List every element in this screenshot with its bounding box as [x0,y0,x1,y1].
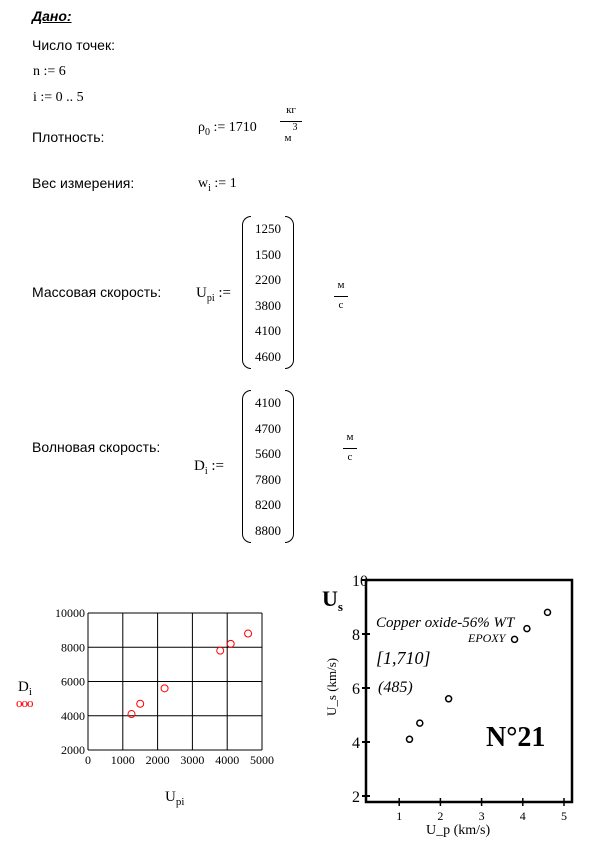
x-tick-label: 5000 [250,753,274,767]
matrix-cell: 2200 [255,272,281,287]
scan-density-note: [1,710] [376,648,431,668]
mass-velocity-label: Массовая скорость: [32,284,162,300]
i-expression: i := 0 .. 5 [33,90,84,105]
y-tick-label: 8000 [61,640,85,655]
matrix-cell: 4100 [255,323,281,338]
scan-y-tick-label: 10 [352,573,368,590]
density-expression [198,120,257,138]
density-assign: := 1710 [213,120,257,135]
matrix-cell: 5600 [255,446,281,461]
y-axis-label: $D_i$ [18,679,32,698]
scan-y-tick-label: 6 [352,681,360,698]
mass-velocity-unit-bar [334,296,348,297]
data-point [161,685,168,692]
weight-label: Вес измерения: [32,175,135,191]
scan-x-tick-label: 4 [519,809,526,823]
heading: Дано: [32,8,72,24]
matrix-cell: 8200 [255,497,281,512]
wave-velocity-unit-denominator: с [347,451,353,463]
x-axis-label-subscript: pi [175,796,185,808]
data-point [137,700,144,707]
data-point [128,711,135,718]
scan-y-tick-label: 8 [352,627,360,644]
matrix-right-bracket [285,216,294,369]
n-expression: n := 6 [33,64,66,79]
y-tick-label: 4000 [61,708,85,723]
matrix-cell: 1250 [255,221,281,236]
scan-y-axis-label: U_s (km/s) [324,657,339,716]
chart-grid [88,613,262,750]
matrix-cell: 3800 [255,297,281,313]
wave-velocity-symbol: D [194,458,205,474]
density-label: Плотность: [32,129,105,145]
x-tick-label: 0 [85,753,91,767]
x-tick-label: 4000 [215,753,240,767]
wave-velocity-matrix [244,390,292,543]
scan-x-tick-label: 5 [561,809,567,823]
matrix-cell: 4600 [255,348,281,364]
weight-symbol: w [198,176,209,191]
y-axis-label-subscript: i [28,686,32,698]
wave-velocity-unit-numerator: м [346,431,354,443]
mass-velocity-subscript: pi [206,293,215,304]
scan-title-line1: Copper oxide-56% WT [376,615,515,631]
matrix-left-bracket [242,216,251,369]
scan-x-axis-label: U_p (km/s) [426,823,491,838]
x-tick-label: 2000 [145,753,170,767]
data-point [227,640,234,647]
wave-velocity-expression [194,458,224,477]
matrix-cell: 1500 [255,246,281,262]
mass-velocity-matrix [244,216,292,369]
density-symbol: ρ [198,120,205,135]
scatter-chart[interactable] [0,595,320,815]
density-unit-exponent: 3 [292,122,298,133]
scanned-figure [318,566,580,848]
scan-y-tick-label: 4 [352,735,360,752]
mass-velocity-symbol: U [196,285,207,301]
mass-velocity-unit-denominator: с [338,299,344,311]
scan-velocity-note: (485) [378,679,413,696]
matrix-cell: 8800 [255,522,281,538]
points-label: Число точек: [32,37,115,53]
scan-us-symbol: $U_s$ [322,586,343,614]
mass-velocity-unit-numerator: м [337,279,345,291]
matrix-left-bracket [242,390,251,543]
weight-subscript: i [208,183,211,194]
x-tick-label: 1000 [110,753,135,767]
matrix-cell: 4700 [255,420,281,436]
scan-title-line2: EPOXY [468,631,506,645]
y-tick-label: 6000 [61,674,85,689]
scan-x-tick-label: 2 [437,809,444,823]
mass-velocity-assign: := [218,285,232,301]
matrix-right-bracket [285,390,294,543]
wave-velocity-unit-bar [343,448,357,449]
scan-y-tick-label: 2 [352,789,360,806]
scan-x-tick-label: 3 [478,809,485,823]
y-tick-label: 2000 [61,743,85,757]
matrix-cell: 7800 [255,471,281,487]
wave-velocity-assign: := [211,458,225,474]
x-tick-label: 3000 [180,753,205,767]
weight-expression [198,176,237,194]
x-axis-label: $U_{pi}$ [165,789,185,808]
matrix-cell: 4100 [255,395,281,410]
wave-velocity-subscript: i [204,466,208,477]
legend-marker: ooo [16,695,33,710]
chart-points [128,630,252,717]
weight-assign: := 1 [214,176,237,191]
data-point [245,630,252,637]
density-unit-denominator: м [284,132,292,144]
mass-velocity-expression [196,285,231,304]
scan-x-tick-label: 1 [396,809,403,823]
density-subscript: 0 [205,127,210,138]
y-tick-label: 10000 [55,606,85,620]
scan-figure-number: N°21 [486,722,546,753]
density-unit-numerator: кг [286,104,296,116]
wave-velocity-label: Волновая скорость: [32,439,161,455]
data-point [217,647,224,654]
